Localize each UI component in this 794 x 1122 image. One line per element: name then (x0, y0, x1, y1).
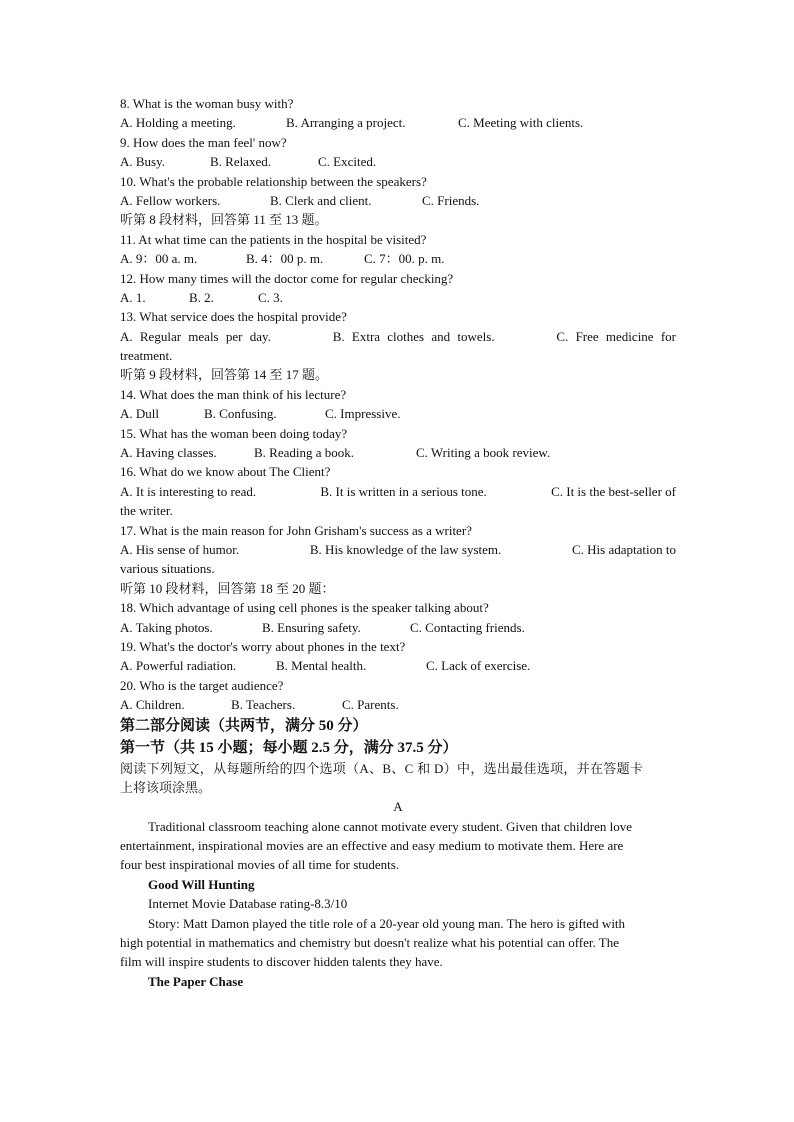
option-continuation: various situations. (120, 561, 215, 577)
options-20 (120, 695, 676, 714)
option-a: A. Children. (120, 697, 185, 713)
question-13: 13. What service does the hospital provide? (120, 309, 347, 325)
option-b: B. Extra clothes and towels. (332, 328, 495, 344)
options-13 (120, 327, 676, 346)
option-c: C. Writing a book review. (416, 445, 551, 461)
option-continuation: the writer. (120, 503, 173, 519)
option-a: A. Busy. (120, 154, 166, 170)
options-8 (120, 113, 676, 132)
option-b: B. Clerk and client. (270, 192, 372, 208)
instruction-section-8: 听第 8 段材料，回答第 11 至 13 题。 (120, 212, 328, 228)
option-c: C. 7：00. p. m. (364, 251, 445, 267)
option-b: B. Teachers. (231, 697, 296, 713)
option-b: B. Relaxed. (210, 154, 272, 170)
options-16 (120, 482, 676, 501)
question-15: 15. What has the woman been doing today? (120, 425, 348, 441)
instruction-section-10: 听第 10 段材料，回答第 18 至 20 题： (120, 580, 335, 596)
movie-rating: Internet Movie Database rating-8.3/10 (148, 896, 348, 912)
option-b: B. Ensuring safety. (262, 619, 361, 635)
option-c: C. It is the best-seller of (551, 483, 676, 499)
option-a: A. 9：00 a. m. (120, 251, 198, 267)
option-c: C. Free medicine for (556, 328, 676, 344)
passage-label: A (393, 799, 403, 815)
option-a: A. Fellow workers. (120, 192, 221, 208)
option-c: C. 3. (258, 289, 283, 305)
option-a: A. Dull (120, 406, 159, 422)
option-b: B. It is written in a serious tone. (320, 483, 487, 499)
options-18 (120, 618, 676, 637)
option-continuation: treatment. (120, 348, 173, 364)
story-line: film will inspire students to discover hidden talents they have. (120, 954, 443, 970)
instruction-section-9: 听第 9 段材料，回答第 14 至 17 题。 (120, 367, 329, 383)
option-a: A. Powerful radiation. (120, 658, 237, 674)
options-9 (120, 152, 676, 171)
options-19 (120, 656, 676, 675)
option-a: A. Holding a meeting. (120, 115, 236, 131)
option-c: C. Lack of exercise. (426, 658, 531, 674)
option-c: C. Contacting friends. (410, 619, 525, 635)
reading-instruction-line-2: 上将该项涂黑。 (120, 779, 212, 795)
option-c: C. His adaptation to (571, 541, 676, 557)
exam-page (120, 94, 676, 991)
option-a: A. Regular meals per day. (120, 328, 271, 344)
option-b: B. Mental health. (276, 658, 367, 674)
reading-instruction-line-1: 阅读下列短文，从每题所给的四个选项（A、B、C 和 D）中，选出最佳选项，并在答题卡 (120, 760, 644, 776)
option-c: C. Meeting with clients. (458, 115, 584, 131)
option-a: A. Having classes. (120, 445, 217, 461)
question-17: 17. What is the main reason for John Grisham's success as a writer? (120, 522, 472, 538)
option-b: B. Arranging a project. (286, 115, 406, 131)
option-c: C. Impressive. (325, 406, 401, 422)
paragraph-line: entertainment, inspirational movies are an effective and easy medium to motivate them. Here are (120, 838, 624, 854)
story-line: Story: Matt Damon played the title role of a 20-year old young man. The hero is gifted with (148, 915, 626, 931)
option-a: A. It is interesting to read. (120, 483, 257, 499)
option-c: C. Excited. (318, 154, 377, 170)
story-line: high potential in mathematics and chemistry but doesn't realize what his potential can offer. The (120, 935, 619, 951)
options-12 (120, 288, 676, 307)
option-b: B. 4：00 p. m. (246, 251, 324, 267)
options-14 (120, 404, 676, 423)
option-a: A. Taking photos. (120, 619, 213, 635)
movie-title: The Paper Chase (148, 973, 244, 989)
paragraph-line: Traditional classroom teaching alone cannot motivate every student. Given that children love (148, 818, 632, 834)
options-10 (120, 191, 676, 210)
question-9: 9. How does the man feel' now? (120, 134, 287, 150)
question-8: 8. What is the woman busy with? (120, 96, 294, 111)
options-15 (120, 443, 676, 462)
options-11 (120, 249, 676, 268)
option-a: A. 1. (120, 289, 146, 305)
paragraph-line: four best inspirational movies of all time for students. (120, 857, 400, 873)
option-b: B. Reading a book. (254, 445, 355, 461)
question-12: 12. How many times will the doctor come for regular checking? (120, 270, 454, 286)
option-c: C. Friends. (422, 192, 480, 208)
section-heading: 第一节（共 15 小题；每小题 2.5 分，满分 37.5 分） (120, 739, 458, 756)
movie-title: Good Will Hunting (148, 876, 255, 892)
options-17 (120, 540, 676, 559)
part-heading: 第二部分阅读（共两节，满分 50 分） (120, 717, 368, 734)
question-16: 16. What do we know about The Client? (120, 464, 331, 480)
option-b: B. His knowledge of the law system. (309, 541, 502, 557)
question-10: 10. What's the probable relationship between the speakers? (120, 173, 427, 189)
option-c: C. Parents. (342, 697, 399, 713)
question-19: 19. What's the doctor's worry about phones in the text? (120, 638, 406, 654)
option-b: B. Confusing. (204, 406, 277, 422)
option-a: A. His sense of humor. (120, 541, 240, 557)
question-18: 18. Which advantage of using cell phones is the speaker talking about? (120, 600, 489, 616)
question-14: 14. What does the man think of his lecture? (120, 386, 347, 402)
option-b: B. 2. (189, 289, 214, 305)
question-20: 20. Who is the target audience? (120, 677, 284, 693)
question-11: 11. At what time can the patients in the hospital be visited? (120, 231, 427, 247)
